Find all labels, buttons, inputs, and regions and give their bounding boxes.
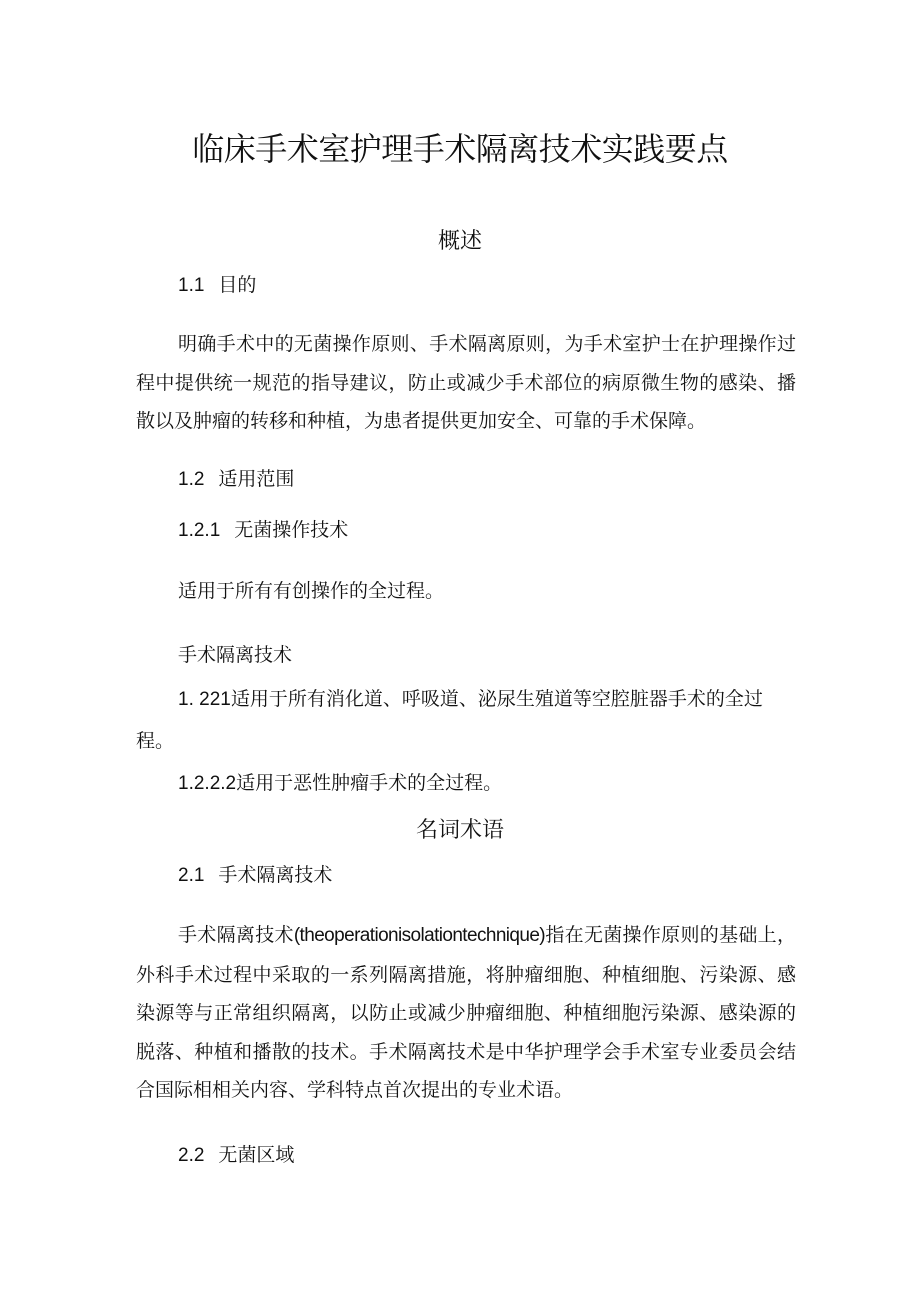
subheading-label: 目的 [218, 274, 257, 296]
paragraph-text: 明确手术中的无菌操作原则、手术隔离原则，为手术室护士在护理操作过程中提供统一规范的指导建议，防止或减少手术部位的病原微生物的感染、播散以及肿瘤的转移和种植，为患者提供更加安全、可靠的手术保障。 [136, 333, 796, 432]
page-title: 临床手术室护理手术隔离技术实践要点 [192, 130, 728, 168]
section-heading-terms: 名词术语 [415, 818, 504, 843]
subheading-label: 手术隔离技术 [218, 864, 333, 886]
subheading-number: 2.1 [178, 865, 205, 886]
list-item-number: 1.2.2.2 [178, 773, 237, 794]
list-item-1-2-2-1 [178, 684, 763, 711]
list-item-number: 1. 221 [178, 689, 231, 710]
paragraph-invasive-scope: 适用于所有有创操作的全过程。 [178, 580, 445, 602]
list-item-1-2-2-2 [178, 768, 502, 795]
subheading-number: 1.2.1 [178, 520, 221, 541]
subheading-number: 1.1 [178, 275, 205, 296]
subheading-isolation-technique: 手术隔离技术 [178, 644, 293, 666]
term-lead: 手术隔离技术 [178, 924, 294, 946]
section-heading-overview: 概述 [437, 229, 482, 254]
paragraph-isolation-definition [136, 916, 796, 1110]
term-definition: 指在无菌操作原则的基础上，外科手术过程中采取的一系列隔离措施，将肿瘤细胞、种植细胞、污染源、感染源等与正常组织隔离，以防止或减少肿瘤细胞、种植细胞污染源、感染源的脱落、种植和播散的技术。手术隔离技术是中华护理学会手术室专业委员会结合国际相相关内容、学科特点首次提出的专业术语。 [136, 924, 796, 1101]
subheading-number: 2.2 [178, 1145, 205, 1166]
subheading-1-2 [178, 464, 294, 491]
subheading-1-2-1 [178, 515, 348, 542]
subheading-1-1 [178, 270, 256, 297]
subheading-label: 无菌操作技术 [234, 519, 349, 541]
subheading-2-1 [178, 860, 332, 887]
list-item-text: 适用于所有消化道、呼吸道、泌尿生殖道等空腔脏器手术的全过 [230, 688, 763, 710]
subheading-label: 无菌区域 [218, 1144, 295, 1166]
list-item-text: 适用于恶性肿瘤手术的全过程。 [236, 772, 503, 794]
subheading-number: 1.2 [178, 469, 205, 490]
paragraph-purpose [136, 325, 796, 441]
term-english: (theoperationisolationtechnique) [293, 925, 546, 946]
subheading-2-2 [178, 1140, 294, 1167]
subheading-label: 适用范围 [218, 468, 295, 490]
paragraph-text [136, 916, 796, 1110]
list-item-1-2-2-1-continued: 程。 [136, 730, 175, 752]
